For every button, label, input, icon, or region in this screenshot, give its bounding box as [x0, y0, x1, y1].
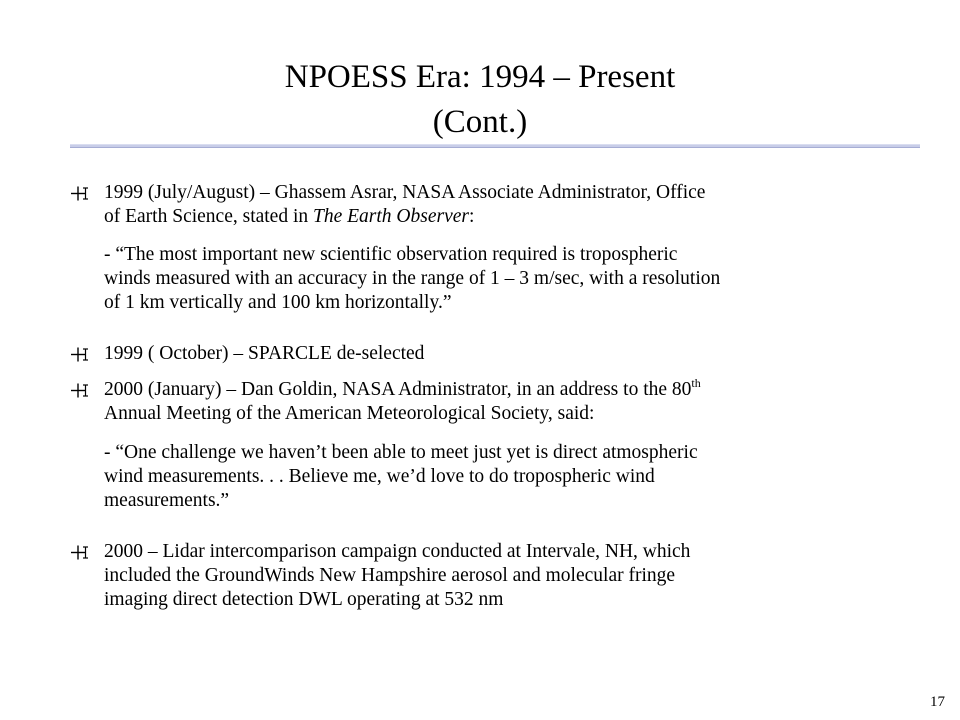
slide-title-line-1: NPOESS Era: 1994 – Present [284, 59, 676, 95]
item-3-line-1 [104, 378, 890, 402]
item-1-colon: : [469, 206, 475, 227]
publication-title: The Earth Observer [313, 206, 469, 227]
slide-title-line-2: (Cont.) [432, 104, 528, 140]
list-item [70, 342, 890, 366]
item-1-line-1: 1999 (July/August) – Ghassem Asrar, NASA Associate Administrator, Office [104, 182, 706, 203]
item-2-line-1: 1999 ( October) – SPARCLE de-selected [104, 343, 425, 364]
item-4-line-1: 2000 – Lidar intercomparison campaign conducted at Intervale, NH, which [104, 541, 691, 562]
item-3-line-2: Annual Meeting of the American Meteorological Society, said: [104, 403, 595, 424]
list-item [70, 378, 890, 426]
ordinal-suffix: th [691, 376, 701, 390]
quote-1-line-1: - “The most important new scientific observation required is tropospheric [104, 244, 678, 265]
item-1-line-2-text: of Earth Science, stated in [104, 206, 314, 227]
list-item [70, 540, 890, 612]
quote-2-line-2: wind measurements. . . Believe me, we’d love to do tropospheric wind [104, 466, 655, 487]
boxed-plus-icon [70, 184, 89, 203]
title-divider [70, 144, 920, 148]
quote-1-line-3: of 1 km vertically and 100 km horizontally.” [104, 292, 452, 313]
quote-block-2 [104, 441, 894, 513]
page-number: 17 [930, 694, 945, 710]
item-3-line-1-text: 2000 (January) – Dan Goldin, NASA Administrator, in an address to the 80 [104, 379, 692, 400]
boxed-plus-icon [70, 381, 89, 400]
item-4-line-2: included the GroundWinds New Hampshire aerosol and molecular fringe [104, 565, 676, 586]
boxed-plus-icon [70, 543, 89, 562]
quote-2-line-3: measurements.” [104, 490, 230, 511]
item-4-line-3: imaging direct detection DWL operating at 532 nm [104, 589, 504, 610]
item-1-line-2 [104, 205, 890, 229]
slide-title [100, 55, 860, 145]
quote-1-line-2: winds measured with an accuracy in the range of 1 – 3 m/sec, with a resolution [104, 268, 721, 289]
boxed-plus-icon [70, 345, 89, 364]
list-item [70, 181, 890, 229]
quote-2-line-1: - “One challenge we haven’t been able to meet just yet is direct atmospheric [104, 442, 698, 463]
quote-block-1 [104, 243, 894, 315]
